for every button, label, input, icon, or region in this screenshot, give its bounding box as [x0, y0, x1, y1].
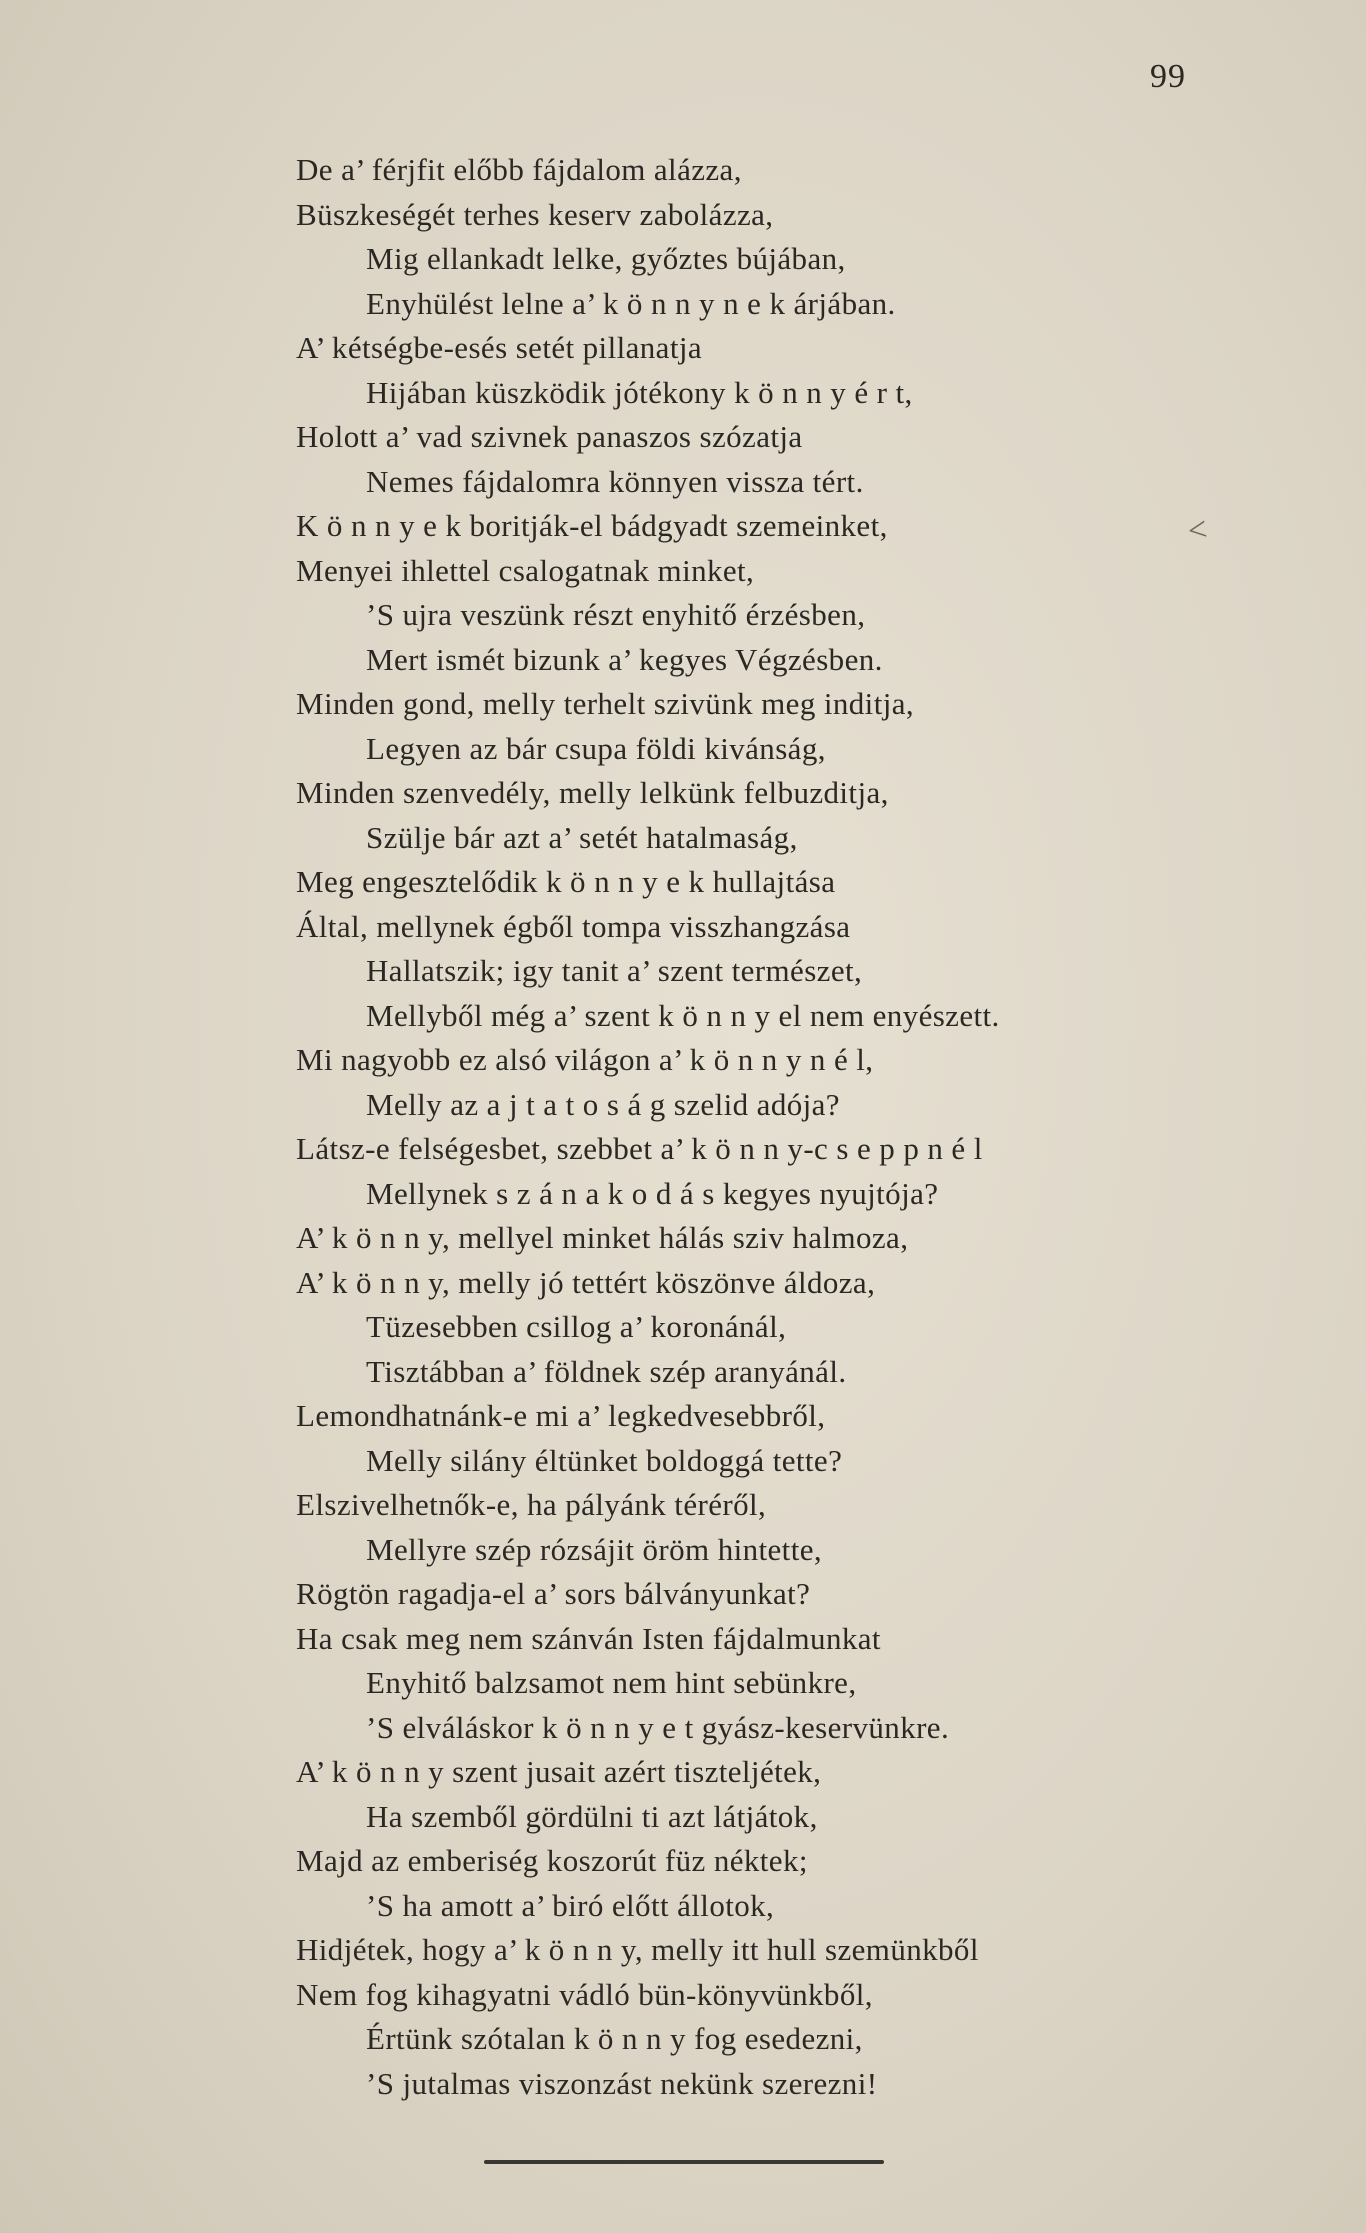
- poem-line: Majd az emberiség koszorút füz néktek;: [296, 1843, 808, 1878]
- poem-line: ’S ujra veszünk részt enyhitő érzésben,: [366, 597, 866, 632]
- poem-line: K ö n n y e k boritják-el bádgyadt szemeinket,: [296, 508, 888, 543]
- poem-line: Minden gond, melly terhelt szivünk meg inditja,: [296, 686, 915, 721]
- poem-line: Által, mellynek égből tompa visszhangzása: [296, 908, 851, 944]
- poem-line: Nem fog kihagyatni vádló bün-könyvünkből,: [296, 1976, 873, 2012]
- poem-line: De a’ férjfit előbb fájdalom alázza,: [296, 152, 742, 187]
- poem-line: Ha szemből gördülni ti azt látjátok,: [366, 1798, 818, 1834]
- poem-line: Mellyből még a’ szent k ö n n y el nem enyészett.: [366, 997, 1000, 1033]
- poem-line: Értünk szótalan k ö n n y fog esedezni,: [366, 2021, 863, 2056]
- poem-line: Melly silány éltünket boldoggá tette?: [366, 1442, 843, 1478]
- poem-text: [0, 148, 1366, 2106]
- poem-line: A’ k ö n n y, mellyel minket hálás sziv halmoza,: [296, 1220, 909, 1255]
- poem-line: Holott a’ vad szivnek panaszos szózatja: [296, 419, 803, 454]
- poem-line: Mert ismét bizunk a’ kegyes Végzésben.: [366, 641, 883, 677]
- poem-line: Rögtön ragadja-el a’ sors bálványunkat?: [296, 1576, 811, 1611]
- poem-line: ’S ha amott a’ biró előtt állotok,: [366, 1887, 775, 1923]
- poem-line: Mellyre szép rózsájit öröm hintette,: [366, 1531, 823, 1567]
- poem-line: Melly az a j t a t o s á g szelid adója?: [366, 1086, 840, 1122]
- end-rule: [484, 2160, 884, 2164]
- poem-line: Enyhülést lelne a’ k ö n n y n e k árjában.: [366, 285, 896, 321]
- poem-line: Büszkeségét terhes keserv zabolázza,: [296, 196, 774, 232]
- poem-line: Mellynek s z á n a k o d á s kegyes nyujtója?: [366, 1175, 939, 1211]
- poem-line: Tüzesebben csillog a’ koronánál,: [366, 1309, 787, 1344]
- poem-line: Látsz-e felségesbet, szebbet a’ k ö n n y-c s e p p n é l: [296, 1131, 983, 1166]
- poem-line: Tisztábban a’ földnek szép aranyánál.: [366, 1353, 847, 1389]
- poem-line: A’ k ö n n y szent jusait azért tiszteljétek,: [296, 1754, 822, 1789]
- poem-line: Mi nagyobb ez alsó világon a’ k ö n n y n é l,: [296, 1042, 874, 1077]
- poem-line: Menyei ihlettel csalogatnak minket,: [296, 552, 755, 588]
- poem-line: Lemondhatnánk-e mi a’ legkedvesebbről,: [296, 1398, 826, 1433]
- poem-line: Minden szenvedély, melly lelkünk felbuzditja,: [296, 775, 889, 810]
- poem-line: Hijában küszködik jótékony k ö n n y é r t,: [366, 374, 913, 410]
- poem-line: A’ k ö n n y, melly jó tettért köszönve áldoza,: [296, 1264, 876, 1300]
- page-number: 99: [1150, 58, 1186, 95]
- margin-mark: <: [1185, 510, 1210, 551]
- poem-line: Ha csak meg nem szánván Isten fájdalmunkat: [296, 1620, 881, 1656]
- poem-line: A’ kétségbe-esés setét pillanatja: [296, 330, 702, 365]
- poem-line: Mig ellankadt lelke, győztes bújában,: [366, 241, 846, 276]
- poem-line: ’S elváláskor k ö n n y e t gyász-keservünkre.: [366, 1709, 950, 1745]
- poem-line: Hidjétek, hogy a’ k ö n n y, melly itt hull szemünkből: [296, 1932, 979, 1967]
- poem-line: Meg engesztelődik k ö n n y e k hullajtása: [296, 864, 836, 899]
- poem-line: Legyen az bár csupa földi kivánság,: [366, 730, 826, 766]
- poem-line: ’S jutalmas viszonzást nekünk szerezni!: [366, 2065, 878, 2101]
- poem-line: Hallatszik; igy tanit a’ szent természet,: [366, 953, 863, 988]
- poem-line: Enyhitő balzsamot nem hint sebünkre,: [366, 1665, 857, 1700]
- poem-line: Szülje bár azt a’ setét hatalmaság,: [366, 819, 798, 855]
- poem-line: Elszivelhetnők-e, ha pályánk téréről,: [296, 1487, 767, 1522]
- poem-line: Nemes fájdalomra könnyen vissza tért.: [366, 463, 864, 499]
